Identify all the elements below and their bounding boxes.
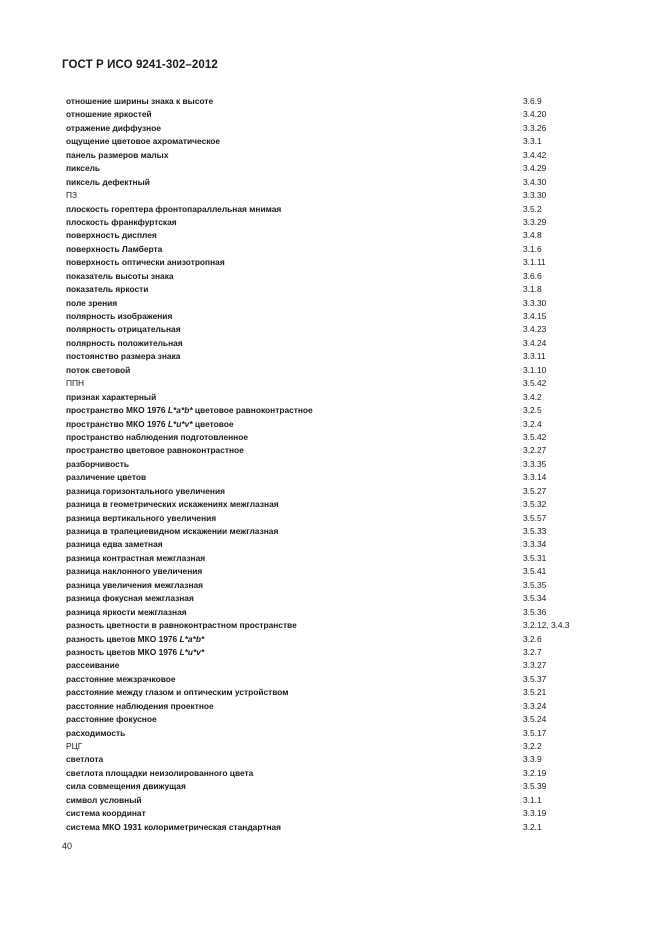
index-ref: 3.4.23 [523, 324, 547, 335]
index-ref: 3.5.2 [523, 203, 542, 214]
index-term-text: полярность положительная [66, 337, 183, 348]
index-ref: 3.3.1 [523, 136, 542, 147]
index-row [66, 256, 626, 269]
index-row [66, 552, 626, 565]
index-term [66, 646, 523, 659]
index-row [66, 297, 626, 310]
index-term [66, 713, 523, 726]
index-ref: 3.5.57 [523, 512, 547, 523]
index-term-text: разница увеличения межглазная [66, 579, 204, 590]
index-row [66, 108, 626, 121]
index-term-text: полярность изображения [66, 311, 173, 321]
index-term-text: отражение диффузное [66, 122, 162, 133]
index-term [66, 203, 523, 216]
index-row [66, 364, 626, 377]
index-ref: 3.2.4 [523, 418, 542, 429]
index-term [66, 95, 523, 108]
index-row [66, 444, 626, 457]
index-ref: 3.4.24 [523, 337, 547, 348]
index-term-text: разборчивость [66, 458, 129, 469]
index-term [66, 297, 523, 310]
index-term-text: разница горизонтального увеличения [66, 485, 226, 496]
index-term-formula: L*u*v* [167, 418, 193, 429]
index-term-text: разница в геометрических искажениях межглазная [66, 499, 279, 510]
index-row [66, 538, 626, 551]
index-row [66, 189, 626, 202]
index-row [66, 753, 626, 766]
index-ref: 3.5.36 [523, 606, 547, 617]
index-ref: 3.4.30 [523, 176, 547, 187]
index-row [66, 283, 626, 296]
index-term-text: признак характерный [66, 391, 157, 402]
index-row [66, 377, 626, 390]
index-term-text: расстояние между глазом и оптическим устройством [66, 687, 289, 698]
index-term [66, 337, 523, 350]
index-term [66, 485, 523, 498]
index-term [66, 283, 523, 296]
index-term [66, 633, 523, 646]
index-ref: 3.3.29 [523, 216, 547, 227]
index-term-text: показатель яркости [66, 284, 149, 295]
index-term [66, 444, 523, 457]
index-ref: 3.1.11 [523, 257, 546, 268]
index-row [66, 485, 626, 498]
index-ref: 3.4.8 [523, 230, 542, 241]
index-term-text: ППН [66, 378, 85, 389]
index-term [66, 753, 523, 766]
index-term [66, 270, 523, 283]
index-term [66, 538, 523, 551]
index-row [66, 471, 626, 484]
index-row [66, 229, 626, 242]
index-ref: 3.3.14 [523, 472, 547, 483]
index-term [66, 552, 523, 565]
index-term [66, 512, 523, 525]
index-term [66, 176, 523, 189]
index-ref: 3.4.15 [523, 311, 547, 321]
index-row [66, 310, 626, 323]
index-ref: 3.1.6 [523, 243, 542, 254]
index-term [66, 162, 523, 175]
index-ref: 3.3.24 [523, 700, 547, 711]
index-term [66, 659, 523, 672]
index-row [66, 633, 626, 646]
index-term [66, 807, 523, 820]
index-term [66, 525, 523, 538]
index-term-text: светлота площадки неизолированного цвета [66, 767, 254, 778]
index-term [66, 189, 523, 202]
index-term-text: разница вертикального увеличения [66, 512, 217, 523]
index-ref: 3.2.12, 3.4.3 [523, 620, 570, 631]
index-term [66, 216, 523, 229]
index-row [66, 350, 626, 363]
index-term-formula: L*a*b* [167, 405, 193, 416]
index-ref: 3.5.39 [523, 781, 547, 792]
index-term [66, 673, 523, 686]
index-row [66, 713, 626, 726]
index-term-text: пространство МКО 1976 [66, 405, 166, 416]
index-term-text: пространство наблюдения подготовленное [66, 431, 249, 442]
index-term-text: система МКО 1931 колориметрическая стандартная [66, 821, 282, 832]
index-term-text: разница яркости межглазная [66, 606, 187, 617]
index-row [66, 135, 626, 148]
index-ref: 3.3.11 [523, 351, 546, 362]
index-ref: 3.1.1 [523, 794, 542, 805]
index-row [66, 243, 626, 256]
index-term-text: разница контрастная межглазная [66, 552, 206, 563]
index-term-text: плоскость франкфуртская [66, 216, 177, 227]
page-number: 40 [62, 841, 73, 851]
index-row [66, 565, 626, 578]
index-term [66, 740, 523, 753]
index-term-text: РЦГ [66, 741, 83, 751]
index-row [66, 162, 626, 175]
index-term [66, 135, 523, 148]
index-ref: 3.4.20 [523, 109, 547, 120]
index-term-text: пиксель дефектный [66, 176, 150, 187]
index-ref: 3.3.27 [523, 660, 547, 671]
index-term-text: символ условный [66, 794, 142, 805]
index-term-text: ПЗ [66, 190, 78, 201]
index-ref: 3.5.34 [523, 593, 547, 604]
index-term-text: поверхность Ламберта [66, 243, 163, 254]
index-term [66, 323, 523, 336]
index-ref: 3.4.2 [523, 391, 542, 402]
index-ref: 3.3.19 [523, 808, 547, 819]
index-term [66, 310, 523, 323]
index-ref: 3.5.42 [523, 431, 547, 442]
index-term-text: отношение ширины знака к высоте [66, 96, 214, 106]
index-row [66, 727, 626, 740]
index-row [66, 579, 626, 592]
index-term-text: пиксель [66, 163, 101, 174]
index-term [66, 686, 523, 699]
index-row [66, 176, 626, 189]
index-term-suffix: цветовое равноконтрастное [192, 405, 313, 416]
index-term-text: система координат [66, 808, 146, 819]
index-row [66, 270, 626, 283]
index-term-text: разность цветности в равноконтрастном пространстве [66, 620, 297, 631]
index-row [66, 404, 626, 417]
index-term [66, 727, 523, 740]
index-term-text: разница фокусная межглазная [66, 593, 194, 604]
index-ref: 3.5.21 [523, 687, 547, 698]
index-term [66, 458, 523, 471]
index-ref: 3.1.8 [523, 284, 542, 295]
index-row [66, 323, 626, 336]
index-term [66, 498, 523, 511]
index-term [66, 619, 523, 632]
index-term-text: сила совмещения движущая [66, 781, 186, 792]
index-term [66, 700, 523, 713]
index-ref: 3.3.9 [523, 754, 542, 765]
index-row [66, 646, 626, 659]
index-ref: 3.5.17 [523, 727, 547, 738]
index-row [66, 807, 626, 820]
index-ref: 3.5.42 [523, 378, 547, 389]
index-row [66, 458, 626, 471]
index-row [66, 821, 626, 834]
index-term-text: разница едва заметная [66, 539, 163, 550]
index-row [66, 498, 626, 511]
index-term-text: поверхность дисплея [66, 230, 157, 241]
index-row [66, 95, 626, 108]
index-row [66, 418, 626, 431]
index-term-text: разница в трапециевидном искажении межглазная [66, 526, 279, 536]
index-term-text: панель размеров малых [66, 149, 169, 160]
index-row [66, 592, 626, 605]
index-row [66, 337, 626, 350]
index-row [66, 606, 626, 619]
index-term-text: поле зрения [66, 297, 118, 308]
index-ref: 3.2.7 [523, 646, 542, 657]
index-ref: 3.5.24 [523, 714, 547, 725]
index-ref: 3.2.27 [523, 445, 547, 456]
index-term [66, 767, 523, 780]
index-term [66, 606, 523, 619]
index-term [66, 350, 523, 363]
index-row [66, 391, 626, 404]
term-index [66, 95, 626, 834]
index-term [66, 256, 523, 269]
index-row [66, 216, 626, 229]
index-row [66, 740, 626, 753]
index-term [66, 122, 523, 135]
index-term-text: расстояние наблюдения проектное [66, 700, 214, 711]
index-ref: 3.3.34 [523, 539, 547, 550]
index-term-text: ощущение цветовое ахроматическое [66, 136, 221, 147]
index-ref: 3.2.19 [523, 767, 547, 778]
index-ref: 3.3.30 [523, 297, 547, 308]
index-row [66, 794, 626, 807]
index-term [66, 794, 523, 807]
index-ref: 3.6.6 [523, 270, 542, 281]
index-ref: 3.5.37 [523, 673, 547, 684]
index-term-text: расходимость [66, 727, 126, 738]
index-term [66, 821, 523, 834]
index-ref: 3.3.30 [523, 190, 547, 201]
index-row [66, 619, 626, 632]
index-ref: 3.5.32 [523, 499, 547, 510]
index-ref: 3.5.35 [523, 579, 547, 590]
index-term [66, 149, 523, 162]
index-term-text: полярность отрицательная [66, 324, 181, 335]
index-term-text: светлота [66, 754, 104, 765]
index-ref: 3.5.31 [523, 552, 547, 563]
index-term [66, 391, 523, 404]
index-term [66, 108, 523, 121]
index-ref: 3.4.29 [523, 163, 547, 174]
index-row [66, 512, 626, 525]
index-row [66, 149, 626, 162]
index-term-text: плоскость горептера фронтопараллельная мнимая [66, 203, 282, 214]
index-ref: 3.4.42 [523, 149, 547, 160]
index-term [66, 404, 523, 417]
index-ref: 3.2.6 [523, 633, 542, 644]
index-row [66, 700, 626, 713]
index-term-text: разность цветов МКО 1976 [66, 633, 178, 644]
index-term-formula: L*u*v* [179, 646, 205, 657]
document-header: ГОСТ Р ИСО 9241-302–2012 [62, 59, 218, 71]
index-term [66, 229, 523, 242]
index-row [66, 673, 626, 686]
index-term-text: расстояние фокусное [66, 714, 157, 725]
index-term-text: различение цветов [66, 472, 147, 483]
index-row [66, 525, 626, 538]
index-term-text: показатель высоты знака [66, 270, 174, 281]
index-ref: 3.5.27 [523, 485, 547, 496]
index-ref: 3.2.2 [523, 741, 542, 751]
index-term-text: отношение яркостей [66, 109, 152, 120]
index-term-text: пространство МКО 1976 [66, 418, 166, 429]
index-term-text: расстояние межзрачковое [66, 673, 176, 684]
index-row [66, 686, 626, 699]
index-ref: 3.2.1 [523, 821, 542, 832]
index-term-text: поверхность оптически анизотропная [66, 257, 225, 268]
index-term [66, 780, 523, 793]
index-term-text: разница наклонного увеличения [66, 566, 203, 577]
index-row [66, 780, 626, 793]
index-term [66, 243, 523, 256]
index-ref: 3.6.9 [523, 96, 542, 106]
index-ref: 3.3.35 [523, 458, 547, 469]
index-term [66, 565, 523, 578]
index-row [66, 431, 626, 444]
index-row [66, 767, 626, 780]
index-term [66, 592, 523, 605]
index-ref: 3.5.33 [523, 526, 547, 536]
index-term-text: рассеивание [66, 660, 120, 671]
index-term-text: постоянство размера знака [66, 351, 181, 362]
index-row [66, 659, 626, 672]
index-row [66, 203, 626, 216]
index-term [66, 431, 523, 444]
index-row [66, 122, 626, 135]
index-term [66, 418, 523, 431]
index-term-text: пространство цветовое равноконтрастное [66, 445, 244, 456]
index-ref: 3.2.5 [523, 405, 542, 416]
index-ref: 3.1.10 [523, 364, 547, 375]
index-term [66, 377, 523, 390]
index-term [66, 471, 523, 484]
index-ref: 3.5.41 [523, 566, 547, 577]
index-term-formula: L*a*b* [179, 633, 205, 644]
index-term-text: поток световой [66, 364, 131, 375]
index-ref: 3.3.26 [523, 122, 547, 133]
index-term [66, 364, 523, 377]
index-term-suffix: цветовое [192, 418, 234, 429]
index-term-text: разность цветов МКО 1976 [66, 646, 178, 657]
index-term [66, 579, 523, 592]
